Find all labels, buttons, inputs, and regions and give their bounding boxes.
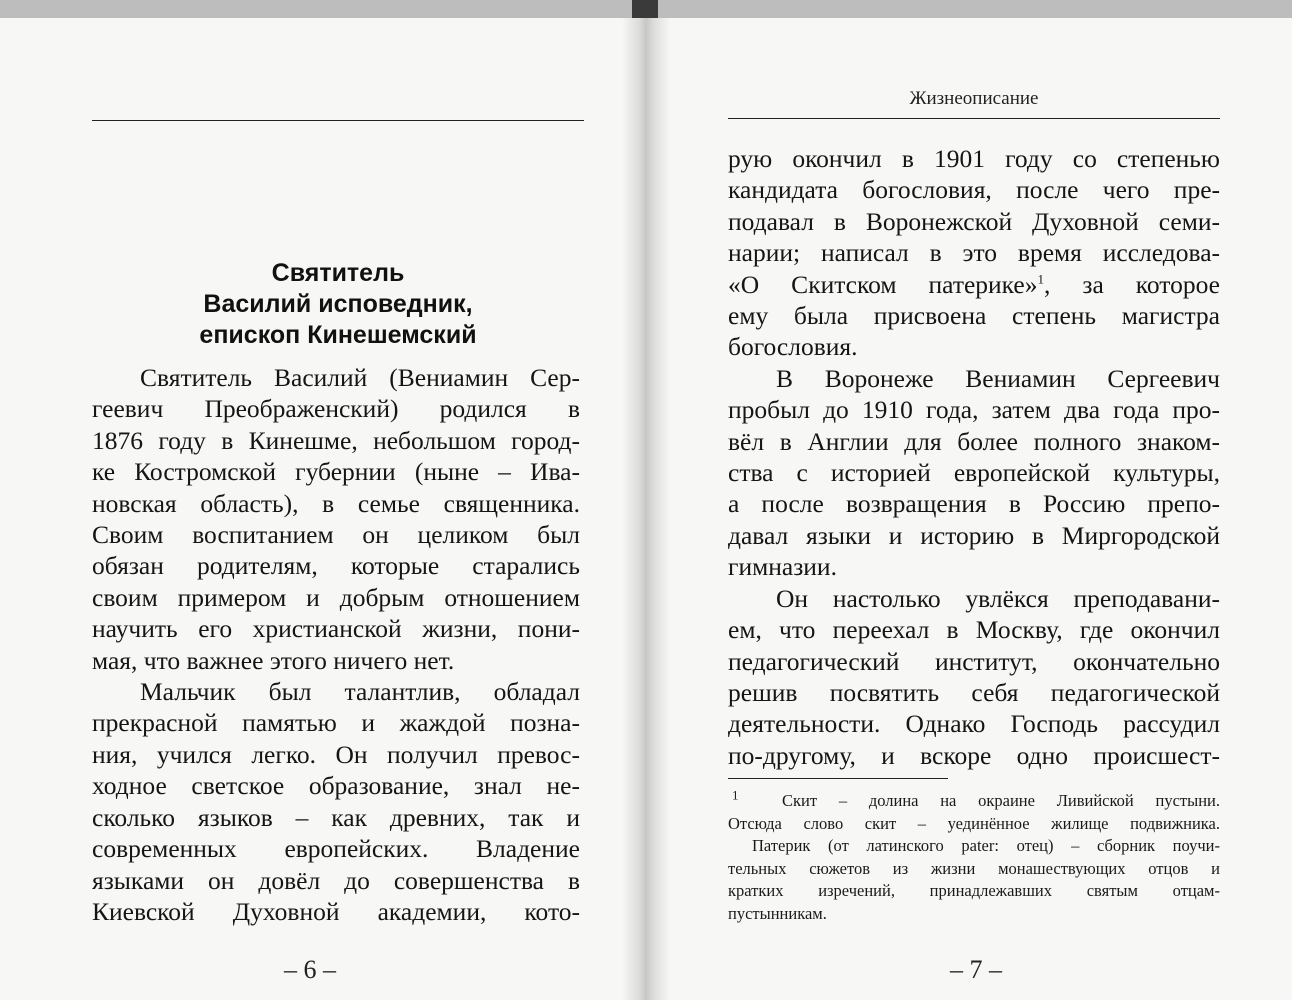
text-line: вёл в Англии для более полного знаком-	[728, 426, 1220, 456]
text-segment: «О Скитском патерике»	[728, 269, 1038, 299]
text-line: новская область), в семье священника.	[92, 488, 580, 518]
footnote-rule	[728, 778, 948, 779]
text-line: нарии; написал в это время исследова-	[728, 238, 1220, 268]
text-line: ходное светское образование, знал не-	[92, 771, 580, 801]
text-line: кандидата богословия, после чего пре-	[728, 175, 1220, 205]
text-line: деятельности. Однако Господь рассудил	[728, 709, 1220, 739]
chapter-title	[92, 258, 584, 351]
text-line: ке Костромской губернии (ныне – Ива-	[92, 457, 580, 487]
text-line: современных европейских. Владение	[92, 834, 580, 864]
right-body-text	[728, 143, 1220, 771]
footnote-line: Отсюда слово скит – уединённое жилище подвижника.	[728, 813, 1220, 833]
title-line: епископ Кинешемский	[199, 321, 477, 349]
text-segment: , за которое	[1044, 269, 1220, 299]
text-line: обязан родителям, которые старались	[92, 551, 580, 581]
footnote	[728, 787, 1221, 925]
footnote-line: кратких изречений, принадлежавших святым отцам-	[728, 881, 1220, 900]
text-line: пробыл до 1910 года, затем два года про-	[728, 395, 1220, 425]
text-line: богословия.	[728, 332, 858, 362]
text-line: В Воронеже Вениамин Сергеевич	[776, 363, 1220, 393]
text-line: гимназии.	[728, 552, 837, 582]
text-line: ем, что переехал в Москву, где окончил	[728, 615, 1220, 645]
left-body-text	[92, 362, 580, 927]
right-header-rule	[728, 118, 1220, 119]
text-line: ему была присвоена степень магистра	[728, 301, 1220, 331]
text-line: решив посвятить себя педагогической	[728, 677, 1220, 707]
text-line: рую окончил в 1901 году со степенью	[728, 144, 1220, 173]
text-line: ства с историей европейской культуры,	[728, 458, 1220, 488]
running-head: Жизнеописание	[909, 88, 1039, 109]
footnote-line: пустынникам.	[728, 903, 827, 923]
text-line: давал языки и историю в Миргородской	[728, 520, 1220, 550]
text-line: Киевской Духовной академии, кото-	[92, 896, 580, 926]
spine-edge	[632, 0, 658, 18]
text-line: 1876 году в Кинешме, небольшом город-	[92, 425, 580, 455]
text-line: а после возвращения в Россию препо-	[728, 489, 1220, 519]
footnote-line: тельных сюжетов из жизни монашествующих отцов и	[728, 858, 1220, 878]
footnote-line-with-marker	[728, 787, 1221, 813]
text-line-with-footnote	[728, 269, 1220, 300]
text-line: мая, что важнее этого ничего нет.	[92, 645, 455, 675]
footnote-number: 1	[732, 787, 739, 803]
text-line: языками он довёл до совершенства в	[92, 865, 580, 895]
text-line: прекрасной памятью и жаждой позна-	[92, 708, 580, 738]
page-number-right: – 7 –	[950, 955, 1002, 984]
text-line: Святитель Василий (Вениамин Сер-	[140, 363, 580, 392]
footnote-line: Патерик (от латинского pater: отец) – сборник поучи-	[752, 836, 1220, 855]
text-line: педагогический институт, окончательно	[728, 646, 1220, 676]
text-line: своим примером и добрым отношением	[92, 582, 580, 612]
left-header-rule	[92, 120, 584, 121]
text-line: Он настолько увлёкся преподавани-	[776, 583, 1220, 613]
footnote-text: Скит – долина на окраине Ливийской пустыни.	[782, 791, 1221, 810]
text-line: Своим воспитанием он целиком был	[92, 520, 580, 550]
footnote-ref[interactable]: 1	[1037, 271, 1044, 287]
text-line: подавал в Воронежской Духовной семи-	[728, 206, 1220, 236]
text-line: научить его христианской жизни, пони-	[92, 614, 580, 644]
top-edge	[0, 0, 1292, 18]
book-gutter	[622, 18, 670, 1000]
text-line: Мальчик был талантлив, обладал	[140, 677, 580, 707]
text-line: по-другому, и вскоре одно происшест-	[728, 740, 1220, 770]
text-line: сколько языков – как древних, так и	[92, 802, 580, 832]
text-line: ния, учился легко. Он получил превос-	[92, 739, 580, 769]
title-line: Святитель	[271, 259, 405, 287]
text-line: геевич Преображенский) родился в	[92, 394, 580, 424]
title-line: Василий исповедник,	[203, 290, 473, 318]
page-number-left: – 6 –	[284, 955, 336, 984]
